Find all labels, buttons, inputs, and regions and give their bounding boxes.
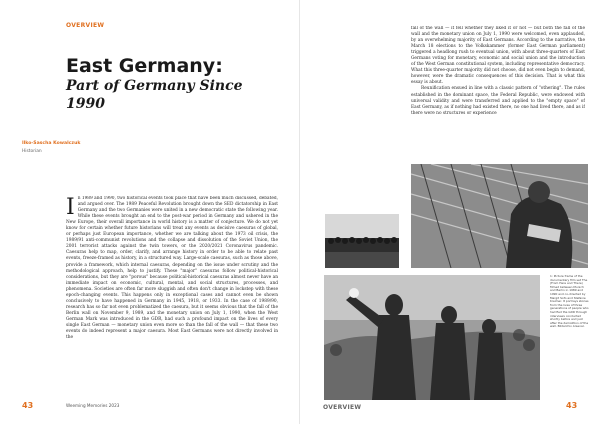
body-text-left [66,196,278,392]
title-line-1: East Germany: [66,55,223,77]
page-number-right: 43 [566,401,578,410]
author-name: Ilko-Sascha Kowalczuk [22,141,81,146]
wall-fence-photo [411,164,588,268]
right-page [300,0,600,424]
footer-text: Weeming Memories 2023 [66,403,120,408]
author-affiliation: Historian [22,149,42,154]
article-title [66,55,286,113]
title-line-2: Part of Germany Since 1990 [66,78,243,112]
documentary-film-still-image [325,214,399,268]
body-paragraph: fall of the wall — it fell whether they liked it or not — but both the fall of the wall and the monetary union on July 1, 1990 were welcomed, even applauded, by an overwhelming majority of East Germans. According to the narrative, the March 18 elections to the Volkskammer (former East German parliament) triggered a headlong rush to eventual union, with about three-quarters of East Germans voting for monetary, economic and social union and the introduction of the West German constitutional system, including representative democracy. What this three-quarter majority did not choose, did not even begin to demand, however, were the dramatic consequences of this decision. That is what this essay is about. [411,26,585,86]
crowd-celebration-photo [324,275,540,400]
drop-cap: I [66,196,75,220]
body-paragraph: Reunification ensued in line with a classic pattern of "othering". The rules established in the dominant space, the Federal Republic, were endowed with universal validity and were transferred and applied to the "empty space" of East Germany, as if nothing had existed there, no one had lived there, and as if there were no structures or experience [411,86,585,116]
page-number: 43 [22,401,34,410]
footer-section-label: OVERVIEW [323,404,362,411]
photo-caption: 1: Picture frame of the documentary film set The (From Here and There) filmed between Munich and Berlin in 1989 and 1990 and co-directed by Margit Sofo and Stefanie Kreimer. It portrays stories from the lives of three generations of people who had fled the GDR through interviews conducted shortly before and just after the demolition of the wall. Bildarchiv Arsenal. [550,274,589,329]
body-text-right [411,26,585,184]
body-paragraph: n 1989 and 1990, two historical events took place that have been much discussed, debated, and argued over. The 1989 Peaceful Revolution brought down the SED dictatorship in East Germany and the two Germanies were united in a new democratic state the following year. While these events brought an end to the post-war period in Germany and ushered in the New Europe, their overall importance in world history is a matter of conjecture. We do not yet know for certain whether future historians will treat any events as decisive caesuras of global, or perhaps just European importance, whether we are talking about the 1973 oil crisis, the 1989/91 anti-communist revolutions and the collapse and dissolution of the Soviet Union, the 2001 terrorist attacks against the twin towers, or the 2020/2021 Coronavirus pandemic. Caesuras help to map, order, clarify, and arrange history in order to be able to relate past events, freeze-framed as history, in a structured way. Large-scale caesuras, such as those above, provide a framework, which internal caesuras, depending on the issue under scrutiny and the methodological approach, help to justify. These "major" caesuras follow political-historical considerations, but they are "porous" because political-historical caesuras almost never have an immediate impact on economic, cultural, mental, and social structures, processes, and phenomena. Societies are often far more sluggish and often don't change in lockstep with these epoch-changing events. This happens only in exceptional cases and cannot even be shown conclusively to have happened in Germany in 1945, 1918, or 1933. In the case of 1989/90, research has so far not even problematized the caesura, but it seems obvious that the fall of the Berlin wall on November 9, 1989, and the monetary union on July 1, 1990, when the West German Mark was introduced in the GDR, had such a profound impact on the lives of every single East German — monetary union even more so than the fall of the wall — that these two events do indeed represent a major caesura. Most East Germans were not directly involved in the [66,196,278,341]
section-label: OVERVIEW [66,22,105,29]
